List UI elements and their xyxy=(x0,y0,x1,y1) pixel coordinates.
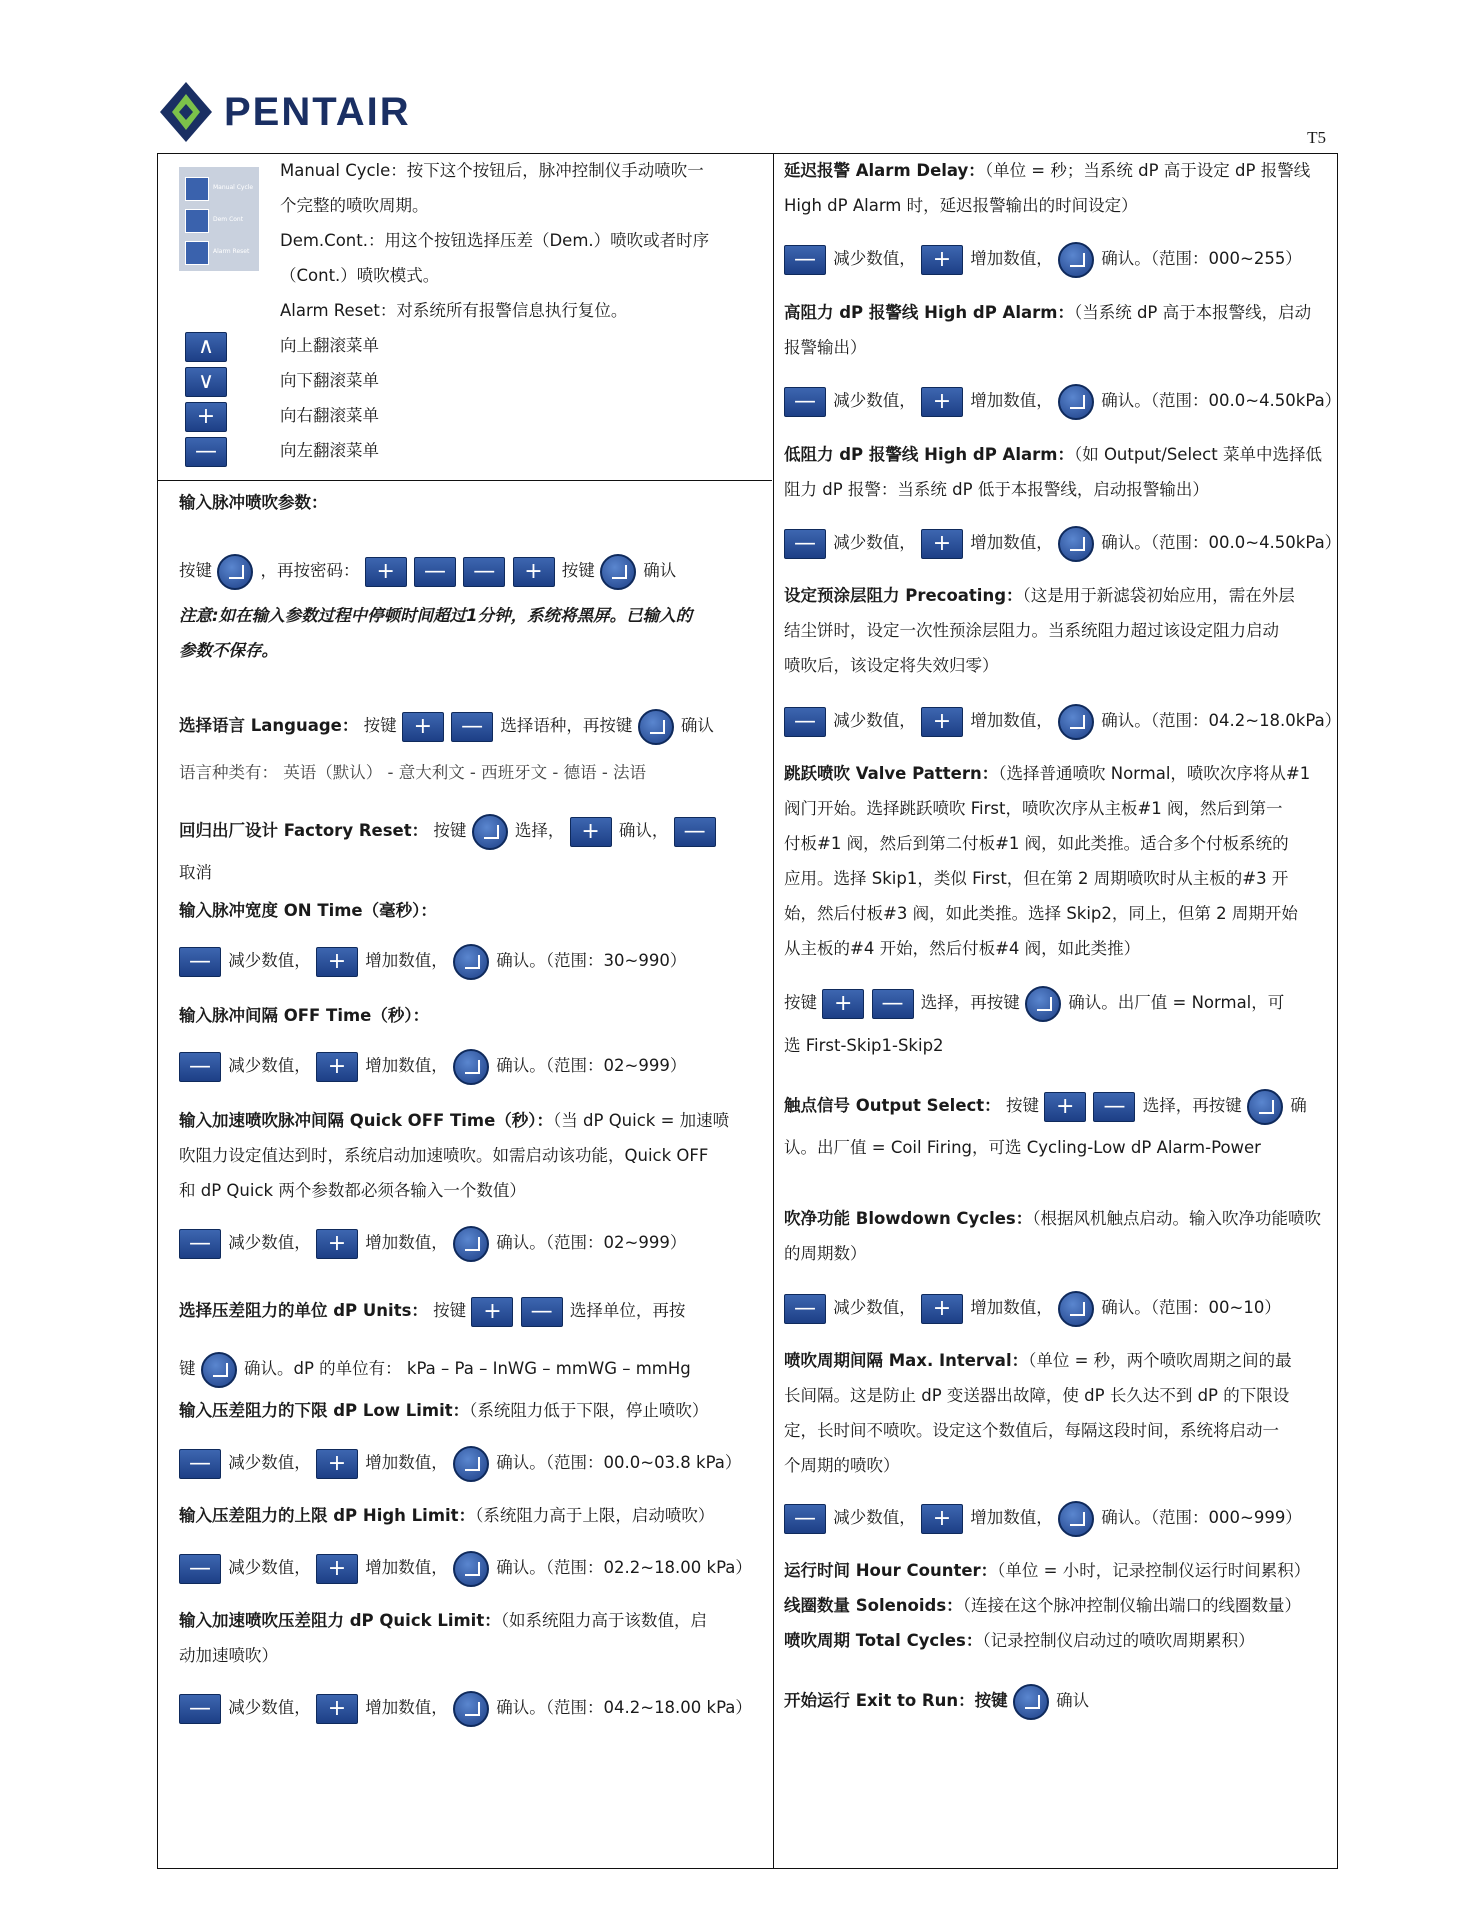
plus-icon: + xyxy=(921,1294,963,1324)
valve-desc: （选择普通喷吹 Normal，喷吹次序将从#1 xyxy=(998,764,1311,783)
up-arrow-icon: ∧ xyxy=(185,332,227,362)
quick-limit-desc: 动加速喷吹） xyxy=(179,1646,278,1665)
high-limit-title: 输入压差阻力的上限 dP High Limit： xyxy=(179,1506,476,1525)
enter-confirm-icon xyxy=(217,554,253,590)
minus-icon: — xyxy=(179,1052,221,1082)
plus-icon: + xyxy=(570,817,612,847)
quick-off-desc: 和 dP Quick 两个参数都必须各输入一个数值） xyxy=(179,1181,526,1200)
units-list: 确认。dP 的单位有： kPa – Pa – InWG – mmWG – mmHg xyxy=(244,1359,691,1378)
press-key-text: 按键 xyxy=(363,716,397,735)
note-text: 参数不保存。 xyxy=(179,641,278,660)
output-row xyxy=(784,1088,1307,1125)
left-column xyxy=(157,153,772,1869)
units-confirm-row xyxy=(179,1351,691,1388)
page-number: T5 xyxy=(1307,128,1326,147)
output-title: 触点信号 Output Select： xyxy=(784,1096,1001,1115)
interval-range-row xyxy=(784,1500,1302,1537)
low-alarm-range-row xyxy=(784,525,1341,562)
increase-text: 增加数值， xyxy=(365,1233,448,1252)
blowdown-desc: （根据风机触点启动。输入吹净功能喷吹 xyxy=(1032,1209,1321,1228)
plus-icon: + xyxy=(316,1052,358,1082)
confirm-text: 确认。出厂值 = Normal，可 xyxy=(1068,993,1285,1012)
press-key-text: 按键 xyxy=(433,1301,467,1320)
quick-limit-range-row xyxy=(179,1690,752,1727)
plus-icon: + xyxy=(316,947,358,977)
range-text: 确认。（范围：04.2~18.00 kPa） xyxy=(496,1698,752,1717)
decrease-text: 减少数值， xyxy=(228,1056,311,1075)
quick-off-row xyxy=(179,1103,729,1138)
increase-text: 增加数值， xyxy=(365,1453,448,1472)
plus-icon: + xyxy=(921,387,963,417)
hour-row xyxy=(784,1553,1310,1588)
increase-text: 增加数值， xyxy=(970,711,1053,730)
valve-desc: 始，然后付板#3 阀，如此类推。选择 Skip2，同上，但第 2 周期开始 xyxy=(784,904,1298,923)
high-alarm-range-row xyxy=(784,383,1341,420)
minus-icon: — xyxy=(784,387,826,417)
low-limit-title: 输入压差阻力的下限 dP Low Limit： xyxy=(179,1401,470,1420)
minus-icon: — xyxy=(179,1449,221,1479)
low-alarm-title: 低阻力 dP 报警线 High dP Alarm： xyxy=(784,445,1074,464)
precoat-desc: 结尘饼时，设定一次性预涂层阻力。当系统阻力超过该设定阻力启动 xyxy=(784,621,1279,640)
precoat-title: 设定预涂层阻力 Precoating： xyxy=(784,586,1023,605)
interval-desc: 长间隔。这是防止 dP 变送器出故障，使 dP 长久达不到 dP 的下限设 xyxy=(784,1386,1290,1405)
enter-confirm-icon xyxy=(453,944,489,980)
confirm-text: 确认 xyxy=(680,716,714,735)
range-text: 确认。（范围：00~10） xyxy=(1101,1298,1281,1317)
plus-icon: + xyxy=(1044,1092,1086,1122)
valve-options: 选 First-Skip1-Skip2 xyxy=(784,1036,944,1055)
note-text: 注意:如在输入参数过程中停顿时间超过1分钟，系统将黑屏。已输入的 xyxy=(179,606,693,625)
scroll-up-label: 向上翻滚菜单 xyxy=(280,336,379,355)
minus-icon: — xyxy=(463,557,505,587)
select-text: 选择单位，再按 xyxy=(569,1301,686,1320)
high-alarm-desc: 报警输出） xyxy=(784,338,867,357)
enter-confirm-icon xyxy=(1058,704,1094,740)
press-key-text: 按键 xyxy=(784,993,817,1012)
decrease-text: 减少数值， xyxy=(228,1698,311,1717)
increase-text: 增加数值， xyxy=(365,1698,448,1717)
enter-confirm-icon xyxy=(1247,1089,1283,1125)
output-options: 认。出厂值 = Coil Firing，可选 Cycling-Low dP Alarm-Power xyxy=(784,1138,1261,1157)
cycles-title: 喷吹周期 Total Cycles： xyxy=(784,1631,983,1650)
confirm-text: 确认 xyxy=(1056,1691,1090,1710)
range-text: 确认。（范围：02~999） xyxy=(496,1233,687,1252)
low-alarm-row xyxy=(784,437,1322,472)
minus-icon: — xyxy=(1093,1092,1135,1122)
increase-text: 增加数值， xyxy=(365,951,448,970)
precoat-desc: （这是用于新滤袋初始应用，需在外层 xyxy=(1022,586,1295,605)
solenoid-title: 线圈数量 Solenoids： xyxy=(784,1596,963,1615)
range-text: 确认。（范围：04.2~18.0kPa） xyxy=(1101,711,1342,730)
panel-label: Dem Cont xyxy=(213,216,244,223)
plus-icon: + xyxy=(316,1449,358,1479)
range-text: 确认。（范围：000~999） xyxy=(1101,1508,1302,1527)
plus-icon: + xyxy=(365,557,407,587)
scroll-right-label: 向右翻滚菜单 xyxy=(280,406,379,425)
increase-text: 增加数值， xyxy=(970,1508,1053,1527)
decrease-text: 减少数值， xyxy=(833,533,916,552)
enter-confirm-icon xyxy=(453,1551,489,1587)
enter-confirm-icon xyxy=(453,1446,489,1482)
decrease-text: 减少数值， xyxy=(833,391,916,410)
manual-cycle-text: Manual Cycle：按下这个按钮后，脉冲控制仪手动喷吹一 xyxy=(280,161,704,180)
minus-icon: — xyxy=(451,712,493,742)
plus-icon: + xyxy=(921,529,963,559)
alarm-reset-panel-button xyxy=(185,241,209,265)
down-arrow-icon: ∨ xyxy=(185,367,227,397)
enter-confirm-icon xyxy=(1013,1684,1049,1720)
range-text: 确认。（范围：00.0~03.8 kPa） xyxy=(496,1453,742,1472)
cycles-row xyxy=(784,1623,1255,1658)
press-key-text: 按键 xyxy=(561,561,595,580)
factory-reset-row xyxy=(179,813,718,850)
dem-cont-text: （Cont.）喷吹模式。 xyxy=(280,266,440,285)
decrease-text: 减少数值， xyxy=(228,951,311,970)
increase-text: 增加数值， xyxy=(365,1558,448,1577)
minus-icon: — xyxy=(674,817,716,847)
valve-desc: 阀门开始。选择跳跃喷吹 First，喷吹次序从主板#1 阀，然后到第一 xyxy=(784,799,1283,818)
increase-text: 增加数值， xyxy=(970,1298,1053,1317)
plus-icon: + xyxy=(402,712,444,742)
range-text: 确认。（范围：00.0~4.50kPa） xyxy=(1101,533,1342,552)
cancel-text: 取消 xyxy=(179,863,212,882)
enter-confirm-icon xyxy=(453,1049,489,1085)
range-text: 确认。（范围：000~255） xyxy=(1101,249,1302,268)
alarm-delay-title: 延迟报警 Alarm Delay： xyxy=(784,161,985,180)
minus-icon: — xyxy=(414,557,456,587)
exit-row xyxy=(784,1683,1089,1720)
minus-icon: — xyxy=(179,947,221,977)
hour-desc: （单位 = 小时，记录控制仪运行时间累积） xyxy=(997,1561,1311,1580)
solenoid-desc: （连接在这个脉冲控制仪输出端口的线圈数量） xyxy=(962,1596,1301,1615)
solenoid-row xyxy=(784,1588,1301,1623)
range-text: 确认。（范围：30~990） xyxy=(496,951,687,970)
enter-confirm-icon xyxy=(1058,1501,1094,1537)
increase-text: 增加数值， xyxy=(970,249,1053,268)
low-alarm-desc: （如 Output/Select 菜单中选择低 xyxy=(1073,445,1322,464)
enter-confirm-icon xyxy=(1058,384,1094,420)
high-limit-desc: （系统阻力高于上限，启动喷吹） xyxy=(475,1506,715,1525)
minus-icon: — xyxy=(784,1294,826,1324)
enter-confirm-icon xyxy=(472,814,508,850)
minus-icon: — xyxy=(179,1229,221,1259)
quick-off-desc: （当 dP Quick = 加速喷 xyxy=(553,1111,730,1130)
minus-icon: — xyxy=(784,529,826,559)
high-limit-row xyxy=(179,1498,714,1533)
precoat-range-row xyxy=(784,703,1341,740)
precoat-row xyxy=(784,578,1295,613)
valve-title: 跳跃喷吹 Valve Pattern： xyxy=(784,764,999,783)
scroll-down-label: 向下翻滚菜单 xyxy=(280,371,379,390)
enter-confirm-icon xyxy=(638,709,674,745)
decrease-text: 减少数值， xyxy=(833,711,916,730)
interval-desc: 定，长时间不喷吹。设定这个数值后，每隔这段时间，系统将启动一 xyxy=(784,1421,1279,1440)
alarm-delay-desc: High dP Alarm 时，延迟报警输出的时间设定） xyxy=(784,196,1138,215)
valve-row xyxy=(784,756,1310,791)
dem-cont-panel-button xyxy=(185,209,209,233)
pentair-diamond-icon xyxy=(158,80,214,144)
interval-desc: （单位 = 秒，两个喷吹周期之间的最 xyxy=(1028,1351,1292,1370)
plus-icon: + xyxy=(822,989,864,1019)
select-text: 选择，再按键 xyxy=(1142,1096,1242,1115)
manual-cycle-panel-button xyxy=(185,177,209,201)
range-text: 确认。（范围：02.2~18.00 kPa） xyxy=(496,1558,752,1577)
quick-off-range-row xyxy=(179,1225,686,1262)
low-alarm-desc: 阻力 dP 报警：当系统 dP 低于本报警线，启动报警输出） xyxy=(784,480,1209,499)
confirm-text: 确 xyxy=(1290,1096,1307,1115)
enter-confirm-icon xyxy=(453,1226,489,1262)
quick-limit-desc: （如系统阻力高于该数值，启 xyxy=(500,1611,707,1630)
decrease-text: 减少数值， xyxy=(833,249,916,268)
manual-cycle-text: 个完整的喷吹周期。 xyxy=(280,196,429,215)
language-title: 选择语言 Language： xyxy=(179,716,359,735)
alarm-delay-desc: （单位 = 秒；当系统 dP 高于设定 dP 报警线 xyxy=(984,161,1311,180)
language-row xyxy=(179,708,714,745)
blowdown-range-row xyxy=(784,1290,1281,1327)
interval-row xyxy=(784,1343,1292,1378)
confirm-text: 确认， xyxy=(618,821,669,840)
enter-confirm-icon xyxy=(201,1352,237,1388)
enter-confirm-icon xyxy=(1058,526,1094,562)
minus-icon: — xyxy=(784,707,826,737)
dem-cont-text: Dem.Cont.：用这个按钮选择压差（Dem.）喷吹或者时序 xyxy=(280,231,710,250)
plus-icon: + xyxy=(921,245,963,275)
valve-desc: 付板#1 阀，然后到第二付板#1 阀，如此类推。适合多个付板系统的 xyxy=(784,834,1289,853)
factory-reset-title: 回归出厂设计 Factory Reset： xyxy=(179,821,429,840)
blowdown-desc: 的周期数） xyxy=(784,1244,867,1263)
high-alarm-desc: （当系统 dP 高于本报警线，启动 xyxy=(1073,303,1312,322)
increase-text: 增加数值， xyxy=(970,391,1053,410)
plus-icon: + xyxy=(316,1694,358,1724)
enter-confirm-icon xyxy=(453,1691,489,1727)
then-password-text: ，再按密码： xyxy=(260,561,360,580)
input-params-title: 输入脉冲喷吹参数： xyxy=(179,493,328,512)
select-text: 选择语种，再按键 xyxy=(500,716,633,735)
high-limit-range-row xyxy=(179,1550,752,1587)
decrease-text: 减少数值， xyxy=(833,1298,916,1317)
units-title: 选择压差阻力的单位 dP Units： xyxy=(179,1301,428,1320)
plus-icon: + xyxy=(471,1297,513,1327)
key-text: 键 xyxy=(179,1359,196,1378)
valve-desc: 从主板的#4 开始，然后付板#4 阀，如此类推） xyxy=(784,939,1141,958)
minus-icon: — xyxy=(784,1504,826,1534)
press-key-text: 按键 xyxy=(179,561,212,580)
decrease-text: 减少数值， xyxy=(228,1453,311,1472)
increase-text: 增加数值， xyxy=(365,1056,448,1075)
scroll-left-label: 向左翻滚菜单 xyxy=(280,441,379,460)
off-time-title: 输入脉冲间隔 OFF Time（秒）： xyxy=(179,1006,430,1025)
interval-title: 喷吹周期间隔 Max. Interval： xyxy=(784,1351,1029,1370)
on-time-row xyxy=(179,943,686,980)
panel-label: Alarm Reset xyxy=(213,248,250,255)
high-alarm-title: 高阻力 dP 报警线 High dP Alarm： xyxy=(784,303,1074,322)
range-text: 确认。（范围：02~999） xyxy=(496,1056,687,1075)
minus-icon: — xyxy=(872,989,914,1019)
blowdown-title: 吹净功能 Blowdown Cycles： xyxy=(784,1209,1033,1228)
on-time-title: 输入脉冲宽度 ON Time（毫秒）： xyxy=(179,901,437,920)
high-alarm-row xyxy=(784,295,1311,330)
select-text: 选择，再按键 xyxy=(920,993,1020,1012)
press-key-text: 按键 xyxy=(1005,1096,1039,1115)
plus-icon: + xyxy=(316,1229,358,1259)
enter-confirm-icon xyxy=(1058,242,1094,278)
language-list: 语言种类有： 英语（默认） - 意大利文 - 西班牙文 - 德语 - 法语 xyxy=(179,763,647,782)
decrease-text: 减少数值， xyxy=(228,1558,311,1577)
select-text: 选择， xyxy=(514,821,565,840)
right-column xyxy=(773,153,1342,1869)
exit-title: 开始运行 Exit to Run： xyxy=(784,1691,975,1710)
increase-text: 增加数值， xyxy=(970,533,1053,552)
plus-icon: + xyxy=(513,557,555,587)
minus-icon: — xyxy=(179,1694,221,1724)
decrease-text: 减少数值， xyxy=(228,1233,311,1252)
pentair-logo xyxy=(158,80,411,144)
off-time-row xyxy=(179,1048,686,1085)
confirm-text: 确认 xyxy=(643,561,677,580)
alarm-delay-row xyxy=(784,153,1310,188)
quick-off-title: 输入加速喷吹脉冲间隔 Quick OFF Time（秒）： xyxy=(179,1111,554,1130)
section-divider xyxy=(157,480,772,481)
plus-icon: + xyxy=(921,1504,963,1534)
enter-confirm-icon xyxy=(1025,986,1061,1022)
blowdown-row xyxy=(784,1201,1321,1236)
quick-off-desc: 吹阻力设定值达到时，系统启动加速喷吹。如需启动该功能，Quick OFF xyxy=(179,1146,709,1165)
low-limit-desc: （系统阻力低于下限，停止喷吹） xyxy=(469,1401,709,1420)
enter-confirm-icon xyxy=(600,554,636,590)
valve-select-row xyxy=(784,985,1284,1022)
controller-panel-image xyxy=(179,167,259,271)
password-row xyxy=(179,553,676,590)
quick-limit-row xyxy=(179,1603,707,1638)
low-limit-row xyxy=(179,1393,708,1428)
range-text: 确认。（范围：00.0~4.50kPa） xyxy=(1101,391,1342,410)
press-key-text: 按键 xyxy=(433,821,467,840)
precoat-desc: 喷吹后，该设定将失效归零） xyxy=(784,656,999,675)
enter-confirm-icon xyxy=(1058,1291,1094,1327)
hour-title: 运行时间 Hour Counter： xyxy=(784,1561,998,1580)
alarm-reset-text: Alarm Reset：对系统所有报警信息执行复位。 xyxy=(280,301,628,320)
panel-label: Manual Cycle xyxy=(213,184,254,191)
quick-limit-title: 输入加速喷吹压差阻力 dP Quick Limit： xyxy=(179,1611,501,1630)
cycles-desc: （记录控制仪启动过的喷吹周期累积） xyxy=(982,1631,1255,1650)
minus-icon: — xyxy=(521,1297,563,1327)
brand-name: PENTAIR xyxy=(224,89,411,134)
units-row xyxy=(179,1293,685,1328)
plus-icon: + xyxy=(316,1554,358,1584)
minus-icon: — xyxy=(185,437,227,467)
press-key-text: 按键 xyxy=(974,1691,1008,1710)
low-limit-range-row xyxy=(179,1445,741,1482)
decrease-text: 减少数值， xyxy=(833,1508,916,1527)
plus-icon: + xyxy=(185,402,227,432)
minus-icon: — xyxy=(784,245,826,275)
valve-desc: 应用。选择 Skip1，类似 First，但在第 2 周期喷吹时从主板的#3 开 xyxy=(784,869,1289,888)
interval-desc: 个周期的喷吹） xyxy=(784,1456,900,1475)
minus-icon: — xyxy=(179,1554,221,1584)
plus-icon: + xyxy=(921,707,963,737)
alarm-delay-range-row xyxy=(784,241,1302,278)
